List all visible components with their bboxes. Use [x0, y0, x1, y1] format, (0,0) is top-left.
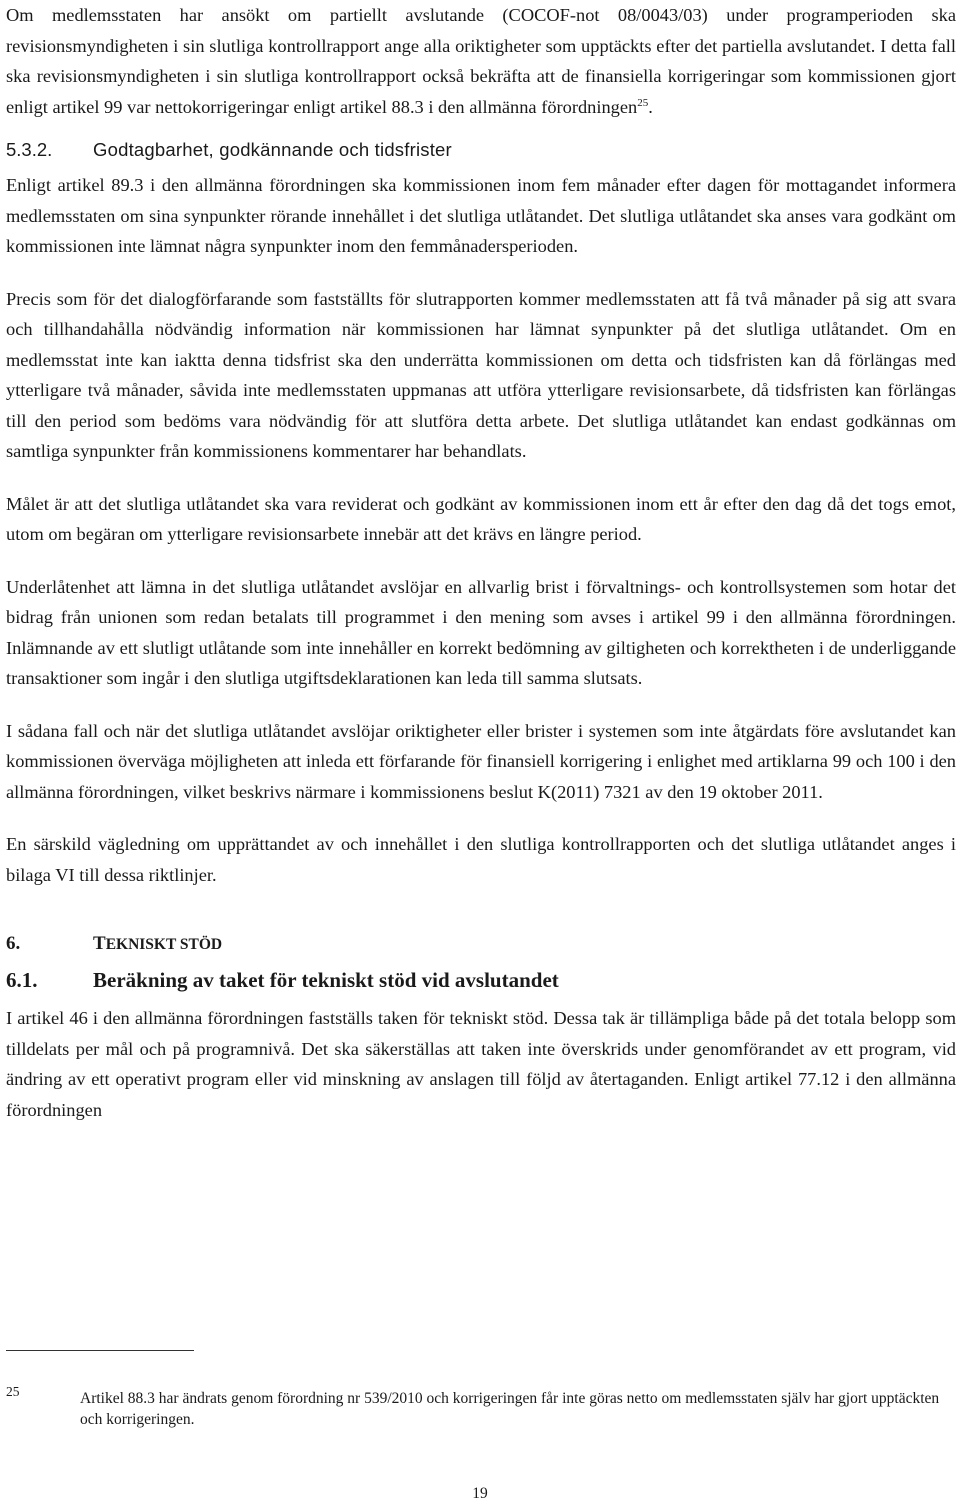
paragraph-partial-closure [6, 0, 956, 122]
section-title: Godtagbarhet, godkännande och tidsfrister [93, 139, 452, 160]
paragraph-goal: Målet är att det slutliga utlåtandet ska vara reviderat och godkänt av kommissionen inom ett år efter den dag då det togs emot, utom om begäran om ytterligare revisionsarbete innebär att det krävs en längre period. [6, 493, 956, 544]
section-heading-6-1 [6, 965, 956, 995]
footnote-reference[interactable]: 25 [637, 96, 649, 109]
footnote-number: 25 [6, 1384, 20, 1399]
paragraph-acceptance: Enligt artikel 89.3 i den allmänna förordningen ska kommissionen inom fem månader efter dagen för mottagandet informera medlemsstaten om sina synpunkter rörande innehållet i det slutliga utlåtandet. Det slutliga utlåtandet ska anses vara godkänt om kommissionen inte lämnat några synpunkter inom den femmånadersperioden. [6, 175, 956, 256]
footnote-divider [6, 1350, 194, 1351]
footnote [6, 1384, 956, 1430]
paragraph-dialogue: Precis som för det dialogförfarande som fastställts för slutrapporten kommer medlemsstaten att få två månader på sig att svara och tillhandahålla nödvändig information när kommissionen har lämnat synpunkter på det slutliga utlåtandet. Om en medlemsstat inte kan iaktta denna tidsfrist ska den underrätta kommissionen om detta och tidsfristen kan då förlängas med ytterligare två månader, såvida inte medlemsstaten uppmanas att utföra ytterligare revisionsarbete, då tidsfristen kan förlängas till den period som bedöms vara nödvändig för att slutföra detta arbete. Det slutliga utlåtandet kan endast godkännas om samtliga synpunkter från kommissionens kommentarer har behandlats. [6, 288, 956, 461]
page-number: 19 [472, 1485, 488, 1502]
paragraph-text: Om medlemsstaten har ansökt om partiellt avslutande (COCOF-not 08/0043/03) under programperioden ska revisionsmyndigheten i sin slutliga kontrollrapport ange alla oriktigheter som upptäckts efter det partiella avslutandet. I detta fall ska revisionsmyndigheten i sin slutliga kontrollrapport också bekräfta att de finansiella korrigeringar som kommissionen gjort enligt artikel 99 var nettokorrigeringar enligt artikel 88.3 i den allmänna förordningen [6, 5, 956, 117]
section-heading-5-3-2 [6, 136, 956, 164]
document-page [6, 0, 956, 1125]
section-number: 6.1. [6, 968, 38, 992]
section-title: Beräkning av taket för tekniskt stöd vid avslutandet [93, 968, 559, 992]
paragraph-correction: I sådana fall och när det slutliga utlåtandet avslöjar oriktigheter eller brister i systemen som inte åtgärdats före avslutandet kan kommissionen överväga möjligheten att inleda ett förfarande för finansiell korrigering i enlighet med artiklarna 99 och 100 i den allmänna förordningen, vilket beskrivs närmare i kommissionens beslut K(2011) 7321 av den 19 oktober 2011. [6, 720, 956, 802]
footnote-text: Artikel 88.3 har ändrats genom förordning nr 539/2010 och korrigeringen får inte göras netto om medlemsstaten själv har gjort upptäckten och korrigeringen. [80, 1390, 940, 1428]
paragraph-guidance: En särskild vägledning om upprättandet av och innehållet i den slutliga kontrollrapporten och det slutliga utlåtandet anges i bilaga VI till dessa riktlinjer. [6, 834, 956, 885]
paragraph-end: . [648, 96, 653, 117]
paragraph-technical-assistance: I artikel 46 i den allmänna förordningen fastställs taken för tekniskt stöd. Dessa tak är tillämpliga både på det totala belopp som tilldelats per mål och på programnivå. Det ska säkerställas att taken inte överskrids under genomförandet av ett program, vid ändring av ett operativt program eller vid minskning av anslagen till följd av återtaganden. Enligt artikel 77.12 i den allmänna förordningen [6, 1008, 956, 1120]
section-heading-6 [6, 930, 956, 959]
section-number: 5.3.2. [6, 139, 53, 160]
section-title: TEKNISKT STÖD [93, 933, 223, 954]
section-number: 6. [6, 933, 21, 954]
paragraph-failure: Underlåtenhet att lämna in det slutliga utlåtandet avslöjar en allvarlig brist i förvaltnings- och kontrollsystemen som hotar det bidrag från unionen som redan betalats till programmet i den mening som avses i artikel 99 i den allmänna förordningen. Inlämnande av ett slutligt utlåtande som inte innehåller en korrekt bedömning av giltigheten och korrektheten i de underliggande transaktioner som ingår i den slutliga utgiftsdeklarationen kan leda till samma slutsats. [6, 576, 956, 688]
